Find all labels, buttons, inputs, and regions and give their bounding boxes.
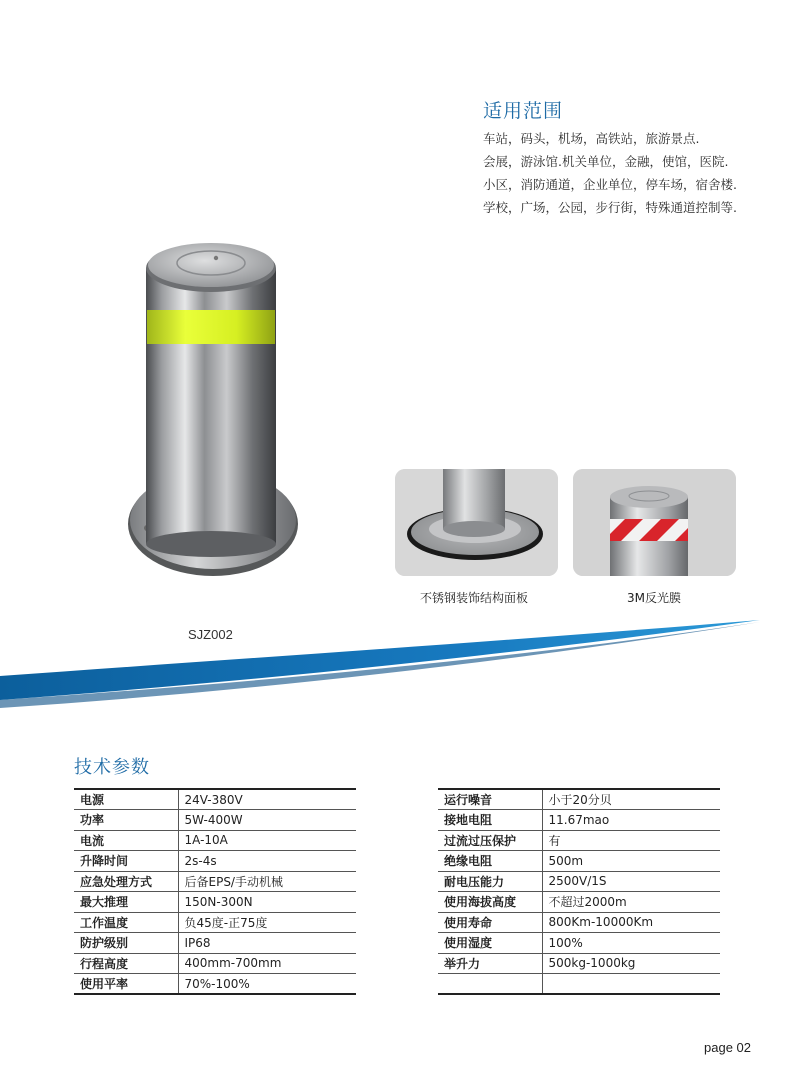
spec-label: 最大推理 bbox=[74, 892, 178, 913]
spec-label: 接地电阻 bbox=[438, 810, 542, 831]
applications-line: 车站，码头，机场，高铁站，旅游景点. bbox=[483, 131, 700, 146]
spec-value: 后备EPS/手动机械 bbox=[178, 871, 356, 892]
model-caption: SJZ002 bbox=[188, 627, 233, 642]
detail-photo-panel bbox=[395, 469, 558, 576]
spec-label: 过流过压保护 bbox=[438, 830, 542, 851]
spec-value: 500m bbox=[542, 851, 720, 872]
spec-label: 升降时间 bbox=[74, 851, 178, 872]
spec-value: 1A-10A bbox=[178, 830, 356, 851]
spec-value: 不超过2000m bbox=[542, 892, 720, 913]
spec-label: 电源 bbox=[74, 789, 178, 810]
table-row bbox=[74, 810, 356, 831]
spec-value: 800Km-10000Km bbox=[542, 912, 720, 933]
table-row bbox=[438, 912, 720, 933]
table-row bbox=[438, 789, 720, 810]
spec-label: 使用海拔高度 bbox=[438, 892, 542, 913]
spec-label: 使用平率 bbox=[74, 974, 178, 995]
specs-table-left bbox=[74, 788, 356, 995]
applications-line: 学校，广场，公园，步行街，特殊通道控制等. bbox=[483, 200, 737, 215]
spec-label: 工作温度 bbox=[74, 912, 178, 933]
spec-value: 有 bbox=[542, 830, 720, 851]
applications-title: 适用范围 bbox=[483, 100, 564, 122]
spec-label: 举升力 bbox=[438, 953, 542, 974]
spec-value: 500kg-1000kg bbox=[542, 953, 720, 974]
specs-table-right bbox=[438, 788, 720, 995]
table-row bbox=[438, 871, 720, 892]
blue-swoosh-divider bbox=[0, 618, 800, 708]
spec-value: 5W-400W bbox=[178, 810, 356, 831]
table-row bbox=[74, 830, 356, 851]
table-row bbox=[438, 851, 720, 872]
spec-label: 应急处理方式 bbox=[74, 871, 178, 892]
spec-label bbox=[438, 974, 542, 995]
detail-caption-film: 3M反光膜 bbox=[627, 591, 681, 605]
spec-label: 防护级别 bbox=[74, 933, 178, 954]
spec-label: 功率 bbox=[74, 810, 178, 831]
spec-label: 使用寿命 bbox=[438, 912, 542, 933]
table-row bbox=[438, 953, 720, 974]
table-row bbox=[74, 974, 356, 995]
detail-photo-film bbox=[573, 469, 736, 576]
spec-value: 2500V/1S bbox=[542, 871, 720, 892]
reflective-film-image bbox=[573, 469, 736, 576]
spec-label: 运行噪音 bbox=[438, 789, 542, 810]
table-row bbox=[74, 892, 356, 913]
applications-list bbox=[483, 127, 737, 219]
applications-line: 小区，消防通道，企业单位，停车场，宿舍楼. bbox=[483, 177, 737, 192]
spec-value: 100% bbox=[542, 933, 720, 954]
spec-label: 电流 bbox=[74, 830, 178, 851]
spec-value bbox=[542, 974, 720, 995]
spec-label: 绝缘电阻 bbox=[438, 851, 542, 872]
table-row bbox=[74, 851, 356, 872]
detail-caption-panel: 不锈钢装饰结构面板 bbox=[420, 591, 529, 605]
bollard-product-image bbox=[120, 230, 310, 590]
table-row bbox=[74, 912, 356, 933]
spec-label: 耐电压能力 bbox=[438, 871, 542, 892]
spec-value: 2s-4s bbox=[178, 851, 356, 872]
spec-value: 负45度-正75度 bbox=[178, 912, 356, 933]
spec-value: 150N-300N bbox=[178, 892, 356, 913]
page-number: page 02 bbox=[704, 1040, 751, 1055]
applications-line: 会展，游泳馆.机关单位，金融，使馆，医院. bbox=[483, 154, 729, 169]
spec-value: 小于20分贝 bbox=[542, 789, 720, 810]
spec-value: 24V-380V bbox=[178, 789, 356, 810]
table-row bbox=[438, 830, 720, 851]
panel-closeup-image bbox=[395, 469, 558, 576]
spec-value: IP68 bbox=[178, 933, 356, 954]
spec-value: 70%-100% bbox=[184, 976, 250, 991]
table-row bbox=[438, 810, 720, 831]
table-row bbox=[74, 871, 356, 892]
spec-value: 11.67mao bbox=[542, 810, 720, 831]
table-row bbox=[438, 892, 720, 913]
table-row bbox=[74, 933, 356, 954]
table-row bbox=[74, 953, 356, 974]
table-row bbox=[438, 974, 720, 995]
spec-value: 400mm-700mm bbox=[178, 953, 356, 974]
specs-title: 技术参数 bbox=[74, 757, 150, 778]
table-row bbox=[438, 933, 720, 954]
table-row bbox=[74, 789, 356, 810]
spec-label: 行程高度 bbox=[74, 953, 178, 974]
spec-label: 使用湿度 bbox=[438, 933, 542, 954]
